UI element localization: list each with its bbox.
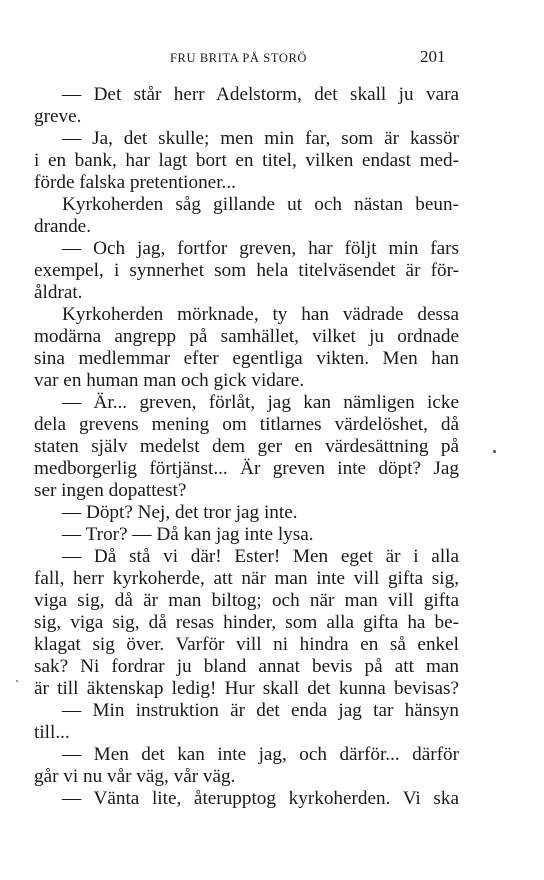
text-line: Kyrkoherden såg gillande ut och nästan beun- bbox=[62, 194, 459, 215]
text-line: förde falska pretentioner... bbox=[34, 172, 236, 193]
text-line: drande. bbox=[34, 216, 92, 237]
text-line: dela grevens mening om titlarnes värdelöshet, då bbox=[34, 414, 459, 435]
text-line: — Ja, det skulle; men min far, som är kassör bbox=[62, 128, 459, 149]
page-number: 201 bbox=[420, 47, 446, 66]
text-line: greve. bbox=[34, 106, 82, 127]
text-line: Kyrkoherden mörknade, ty han vädrade dessa bbox=[62, 304, 459, 325]
text-line: — Men det kan inte jag, och därför... därför bbox=[62, 744, 459, 765]
margin-speck bbox=[16, 680, 18, 682]
text-line: fall, herr kyrkoherde, att när man inte vill gifta sig, bbox=[34, 568, 459, 589]
text-line: modärna angrepp på samhället, vilket ju ordnade bbox=[34, 326, 459, 347]
text-line: — Är... greven, förlåt, jag kan nämligen icke bbox=[62, 392, 459, 413]
text-line: ser ingen dopattest? bbox=[34, 480, 187, 501]
text-line: var en human man och gick vidare. bbox=[34, 370, 305, 391]
text-line: i en bank, har lagt bort en titel, vilken endast med- bbox=[34, 150, 459, 171]
text-line: — Vänta lite, återupptog kyrkoherden. Vi ska bbox=[62, 788, 459, 809]
text-line: — Döpt? Nej, det tror jag inte. bbox=[62, 502, 298, 523]
text-line: är till äktenskap ledig! Hur skall det kunna bevisas? bbox=[34, 678, 459, 699]
text-line: sak? Ni fordrar ju bland annat bevis på att man bbox=[34, 656, 459, 677]
text-line: exempel, i synnerhet som hela titelväsendet är för- bbox=[34, 260, 459, 281]
text-line: viga sig, då är man biltog; och när man vill gifta bbox=[34, 590, 459, 611]
text-line: — Min instruktion är det enda jag tar hänsyn bbox=[62, 700, 459, 721]
text-line: åldrat. bbox=[34, 282, 83, 303]
text-line: — Då stå vi där! Ester! Men eget är i alla bbox=[62, 546, 459, 567]
text-line: sig, viga sig, då resas hinder, som alla gifta ha be- bbox=[34, 612, 459, 633]
text-line: till... bbox=[34, 722, 70, 743]
text-line: går vi nu vår väg, vår väg. bbox=[34, 766, 236, 787]
text-line: staten själv medelst dem ger en värdesättning på bbox=[34, 436, 459, 457]
running-title: FRU BRITA PÅ STORÖ bbox=[170, 51, 308, 65]
text-line: medborgerlig förtjänst... Är greven inte döpt? Jag bbox=[34, 458, 459, 479]
text-line: — Och jag, fortfor greven, har följt min fars bbox=[62, 238, 459, 259]
margin-speck bbox=[493, 450, 496, 453]
text-line: — Det står herr Adelstorm, det skall ju vara bbox=[62, 84, 459, 105]
text-line: sina medlemmar efter egentliga vikten. Men han bbox=[34, 348, 459, 369]
text-line: klagat sig över. Varför vill ni hindra en så enkel bbox=[34, 634, 459, 655]
text-line: — Tror? — Då kan jag inte lysa. bbox=[62, 524, 314, 545]
